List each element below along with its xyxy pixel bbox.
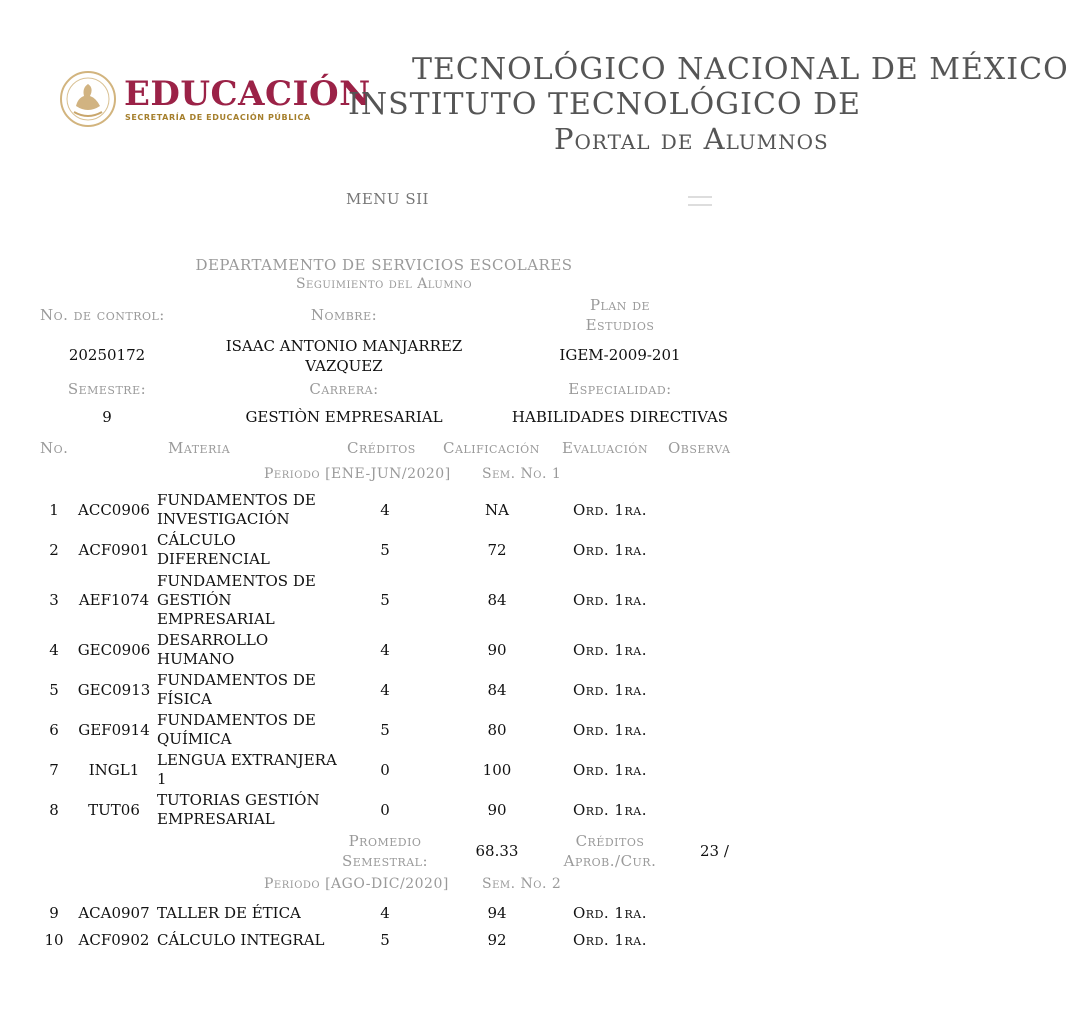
course-evaluation: Ord. 1ra. [573,720,647,739]
course-credits: 4 [380,640,390,659]
course-credits: 5 [380,930,390,949]
course-credits: 4 [380,680,390,699]
course-code: GEF0914 [78,720,150,739]
course-grade: 100 [482,760,512,779]
course-evaluation: Ord. 1ra. [573,930,647,949]
course-grade: 90 [487,640,507,659]
table-row [0,630,768,670]
course-credits: 0 [380,760,390,779]
course-name: TUTORIAS GESTIÓN EMPRESARIAL [157,791,320,828]
period-label: Periodo [AGO-DIC/2020] [264,876,449,892]
period-semester: Sem. No. 1 [482,466,562,482]
course-code: INGL1 [88,760,140,779]
row-number: 6 [49,720,59,739]
mexico-seal-icon [60,68,116,130]
course-evaluation: Ord. 1ra. [573,640,647,659]
course-evaluation: Ord. 1ra. [573,760,647,779]
course-grade: 90 [487,800,507,819]
course-evaluation: Ord. 1ra. [573,540,647,559]
row-number: 8 [49,800,59,819]
control-number-label: No. de control: [40,306,165,324]
course-code: TUT06 [88,800,140,819]
col-header-creditos: Créditos [347,439,416,457]
course-name: LENGUA EXTRANJERA 1 [157,751,337,788]
course-evaluation: Ord. 1ra. [573,680,647,699]
career-value: GESTIÒN EMPRESARIAL [245,408,443,426]
course-code: GEC0906 [77,640,151,659]
study-plan: IGEM-2009-201 [559,346,681,364]
average-label-line2: Semestral: [341,852,429,870]
name-label: Nombre: [310,306,378,324]
course-name: FUNDAMENTOS DE GESTIÓN EMPRESARIAL [157,571,316,628]
row-number: 5 [49,680,59,699]
course-grade: NA [485,500,509,519]
department-title: DEPARTAMENTO DE SERVICIOS ESCOLARES [195,256,573,274]
average-label-line1: Promedio [348,832,422,850]
course-name: CÁLCULO DIFERENCIAL [157,531,270,568]
career-label: Carrera: [309,380,379,398]
course-credits: 5 [380,590,390,609]
header-title-portal: Portal de Alumnos [554,122,829,156]
logo-wordmark: EDUCACIÓN [124,74,371,114]
course-evaluation: Ord. 1ra. [573,590,647,609]
course-name: CÁLCULO INTEGRAL [157,930,325,949]
menu-hamburger-icon[interactable] [688,196,712,210]
col-header-observaciones: Observa [668,439,731,457]
specialty-label: Especialidad: [568,380,672,398]
semester-value: 9 [102,408,112,426]
course-code: ACF0901 [78,540,150,559]
row-number: 3 [49,590,59,609]
page-subtitle: Seguimiento del Alumno [295,276,473,292]
course-code: ACF0902 [78,930,150,949]
semester-average: 68.33 [475,842,519,860]
course-credits: 0 [380,800,390,819]
course-name: FUNDAMENTOS DE FÍSICA [157,671,316,708]
table-row [0,530,768,570]
credits-label-line2: Aprob./Cur. [563,852,657,870]
logo-subtitle: SECRETARÍA DE EDUCACIÓN PÚBLICA [125,113,311,122]
table-row [0,750,768,790]
course-credits: 5 [380,720,390,739]
course-grade: 92 [487,930,507,949]
course-evaluation: Ord. 1ra. [573,800,647,819]
table-row [0,490,768,530]
course-code: ACC0906 [78,500,150,519]
course-grade: 84 [487,680,507,699]
row-number: 10 [44,930,64,949]
specialty-value: HABILIDADES DIRECTIVAS [511,408,729,426]
header-title-line1: TECNOLÓGICO NACIONAL DE MÉXICO [412,52,1069,87]
table-row [0,710,768,750]
course-credits: 4 [380,903,390,922]
table-row [0,927,768,953]
plan-label-line2: Estudios [585,316,655,334]
table-row [0,900,768,926]
course-code: GEC0913 [77,680,151,699]
col-header-calificacion: Calificación [443,439,540,457]
row-number: 4 [49,640,59,659]
menu-label[interactable]: MENU SII [346,190,429,208]
credits-label-line1: Créditos [575,832,645,850]
student-name-line2: VAZQUEZ [305,357,383,375]
col-header-no: No. [40,439,69,457]
table-row [0,670,768,710]
course-code: ACA0907 [78,903,150,922]
header-title-line2: INSTITUTO TECNOLÓGICO DE [348,87,862,122]
course-code: AEF1074 [78,590,150,609]
course-credits: 5 [380,540,390,559]
period-label: Periodo [ENE-JUN/2020] [264,466,451,482]
course-name: DESARROLLO HUMANO [157,631,269,668]
plan-label-line1: Plan de [589,296,651,314]
semester-label: Semestre: [67,380,147,398]
course-grade: 94 [487,903,507,922]
credits-value: 23 / [700,842,729,860]
course-name: FUNDAMENTOS DE INVESTIGACIÓN [157,491,316,528]
table-row [0,790,768,830]
row-number: 1 [49,500,59,519]
control-number: 20250172 [68,346,146,364]
period-semester: Sem. No. 2 [482,876,562,892]
course-grade: 72 [487,540,507,559]
col-header-materia: Materia [168,439,231,457]
table-row [0,570,768,630]
course-evaluation: Ord. 1ra. [573,903,647,922]
course-credits: 4 [380,500,390,519]
student-name-line1: ISAAC ANTONIO MANJARREZ [225,337,463,355]
course-grade: 80 [487,720,507,739]
course-name: FUNDAMENTOS DE QUÍMICA [157,711,316,748]
row-number: 7 [49,760,59,779]
row-number: 2 [49,540,59,559]
row-number: 9 [49,903,59,922]
course-evaluation: Ord. 1ra. [573,500,647,519]
col-header-evaluacion: Evaluación [562,439,649,457]
course-name: TALLER DE ÉTICA [157,903,301,922]
course-grade: 84 [487,590,507,609]
